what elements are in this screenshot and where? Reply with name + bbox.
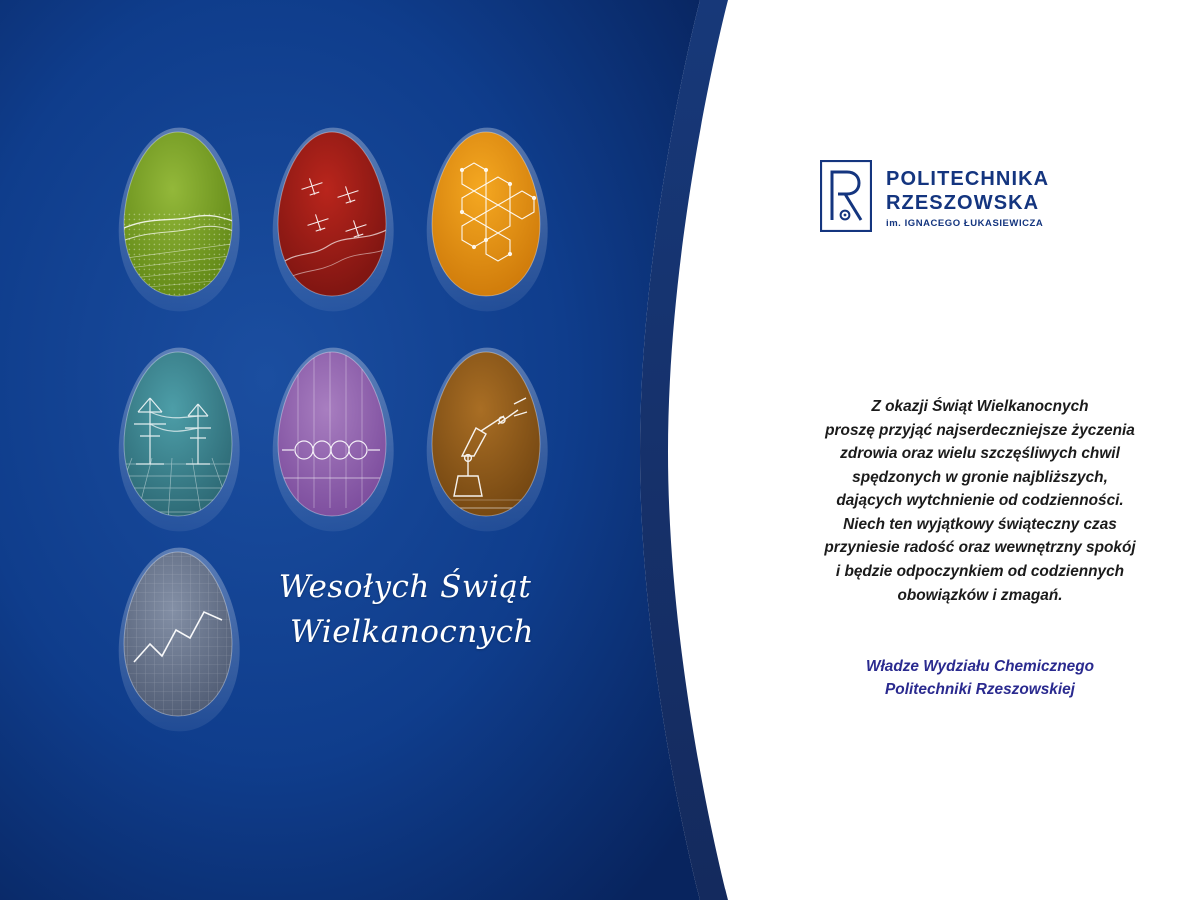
signature-line-2: Politechniki Rzeszowskiej — [885, 681, 1075, 699]
wishes-text — [778, 395, 1182, 607]
logo-line-2: RZESZOWSKA — [886, 191, 1040, 214]
logo-wordmark — [886, 160, 1049, 229]
wishes-line: zdrowia oraz wielu szczęśliwych chwil — [840, 445, 1120, 463]
greeting-text — [275, 565, 535, 655]
wishes-line: Z okazji Świąt Wielkanocnych — [871, 398, 1089, 415]
right-content-panel — [760, 0, 1200, 900]
politechnika-rzeszowska-logo-icon — [820, 160, 872, 232]
logo-line-3: im. IGNACEGO ŁUKASIEWICZA — [886, 218, 1044, 230]
signature-line-1: Władze Wydziału Chemicznego — [865, 658, 1095, 675]
wishes-line: spędzonych w gronie najbliższych, — [852, 468, 1108, 486]
wishes-line: przyniesie radość oraz wewnętrzny spokój — [824, 539, 1136, 557]
wishes-line: proszę przyjąć najserdeczniejsze życzenia — [825, 421, 1135, 439]
signature-block — [778, 655, 1182, 701]
logo-line-1: POLITECHNIKA — [886, 168, 1050, 190]
wishes-line: i będzie odpoczynkiem od codziennych — [835, 562, 1125, 580]
wishes-line: dających wytchnienie od codzienności. — [836, 492, 1124, 510]
university-logo — [820, 160, 1049, 232]
greeting-line-2: Wielkanocnych — [289, 613, 535, 650]
greeting-line-1: Wesołych Świąt — [278, 569, 532, 605]
wishes-line: Niech ten wyjątkowy świąteczny czas — [843, 515, 1117, 533]
wishes-line: obowiązków i zmagań. — [897, 586, 1063, 604]
